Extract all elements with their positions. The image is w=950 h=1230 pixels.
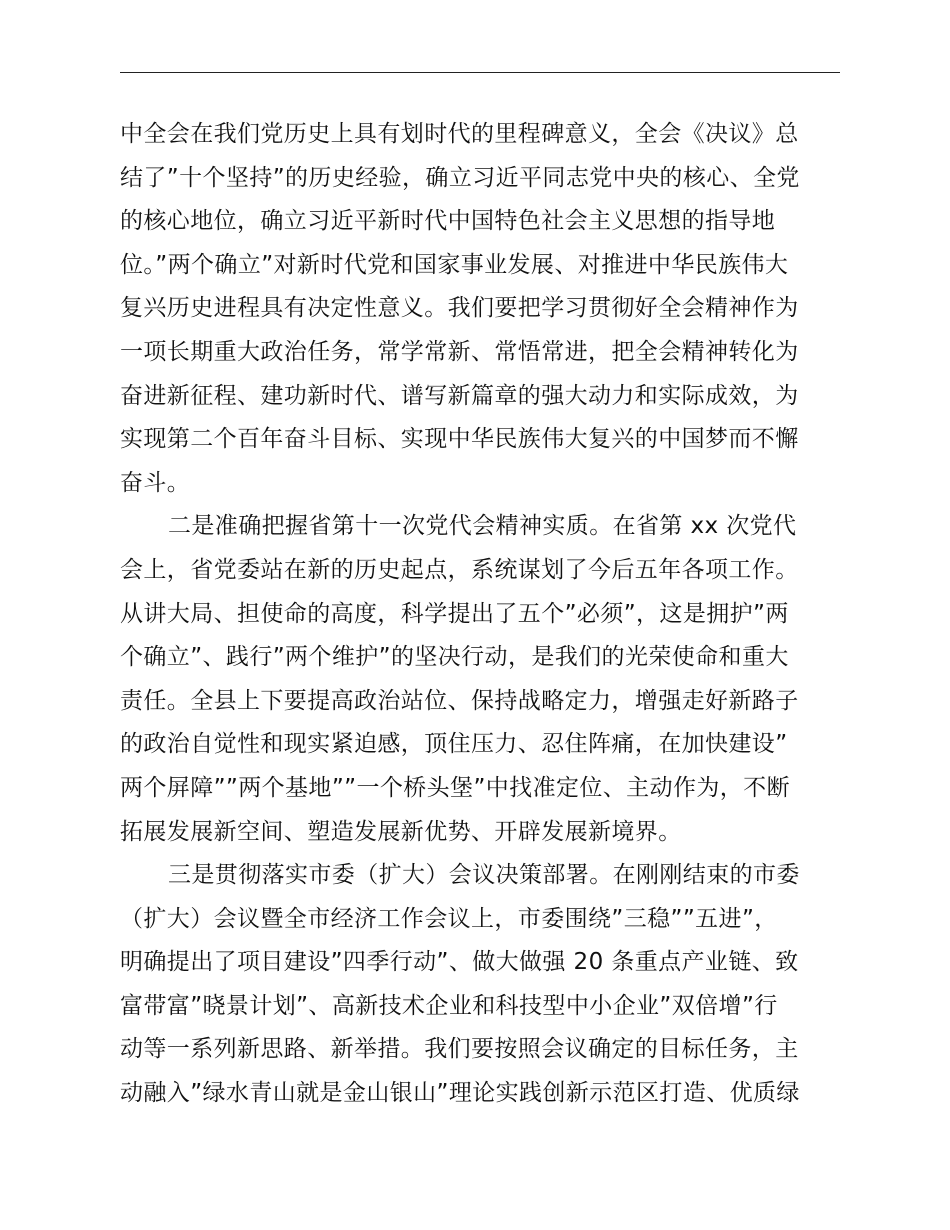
text-line: 的政治自觉性和现实紧迫感，顶住压力、忍住阵痛，在加快建设” [120, 731, 788, 758]
text-line: 富带富”晓景计划”、高新技术企业和科技型中小企业”双倍增”行 [120, 992, 778, 1019]
text-line: 复兴历史进程具有决定性意义。我们要把学习贯彻好全会精神作为 [120, 295, 799, 322]
paragraph-2-first-line: 二是准确把握省第十一次党代会精神实质。在省第 xx 次党代 [168, 513, 797, 540]
text-line: 动融入”绿水青山就是金山银山”理论实践创新示范区打造、优质绿 [120, 1080, 800, 1107]
text-line: 会上，省党委站在新的历史起点，系统谋划了今后五年各项工作。 [120, 556, 799, 583]
text-line: 中全会在我们党历史上具有划时代的里程碑意义，全会《决议》总 [120, 121, 799, 147]
text-line: 位。”两个确立”对新时代党和国家事业发展、对推进中华民族伟大 [120, 251, 789, 278]
header-rule [120, 72, 840, 73]
body-text [120, 113, 842, 1116]
text-line: 明确提出了项目建设”四季行动”、做大做强 20 条重点产业链、致 [120, 949, 799, 976]
text-line: （扩大）会议暨全市经济工作会议上，市委围绕”三稳””五进”， [120, 905, 778, 932]
text-line: 的核心地位，确立习近平新时代中国特色社会主义思想的指导地 [120, 208, 776, 235]
text-line: 责任。全县上下要提高政治站位、保持战略定力，增强走好新路子 [120, 687, 799, 714]
text-line: 一项长期重大政治任务，常学常新、常悟常进，把全会精神转化为 [120, 338, 799, 365]
text-line: 动等一系列新思路、新举措。我们要按照会议确定的目标任务，主 [120, 1036, 799, 1063]
text-line: 奋进新征程、建功新时代、谱写新篇章的强大动力和实际成效，为 [120, 382, 799, 409]
text-line: 结了”十个坚持”的历史经验，确立习近平同志党中央的核心、全党 [120, 164, 800, 191]
text-line: 从讲大局、担使命的高度，科学提出了五个”必须”，这是拥护”两 [120, 600, 789, 627]
text-line: 个确立”、践行”两个维护”的坚决行动，是我们的光荣使命和重大 [120, 644, 789, 671]
text-line: 两个屏障””两个基地””一个桥头堡”中找准定位、主动作为，不断 [120, 774, 790, 801]
text-line: 实现第二个百年奋斗目标、实现中华民族伟大复兴的中国梦而不懈 [120, 426, 799, 453]
text-line: 奋斗。 [120, 469, 191, 496]
text-line: 拓展发展新空间、塑造发展新优势、开辟发展新境界。 [120, 818, 682, 845]
paragraph-3-first-line: 三是贯彻落实市委（扩大）会议决策部署。在刚刚结束的市委 [168, 862, 800, 889]
